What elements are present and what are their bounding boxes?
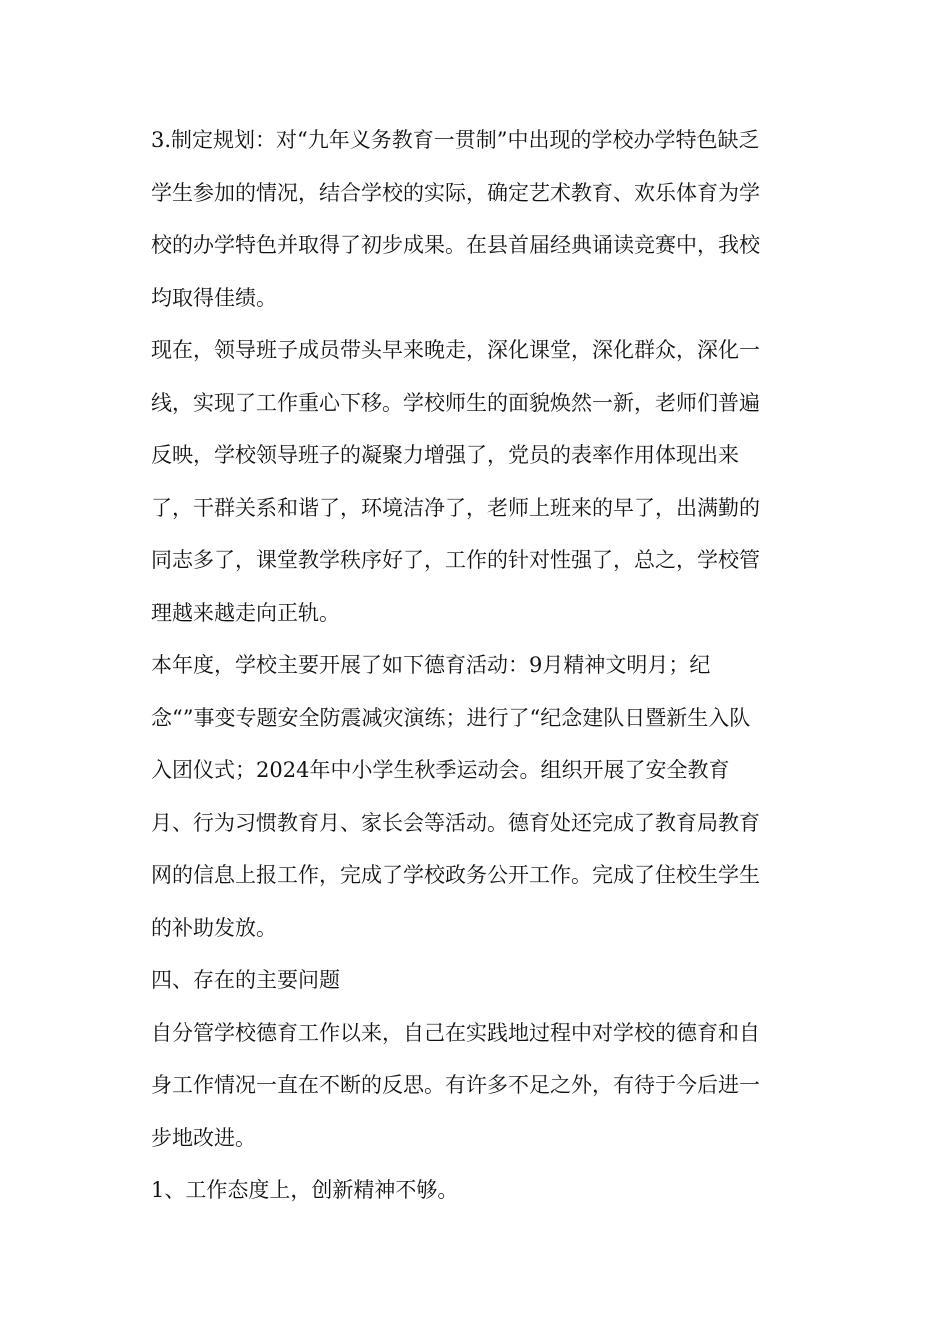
section-heading: 四、存在的主要问题	[151, 968, 340, 992]
text-line: 念“”事变专题安全防震减灾演练；进行了“纪念建队日暨新生入队	[151, 705, 751, 730]
text-line: 同志多了，课堂教学秩序好了，工作的针对性强了，总之，学校管	[151, 548, 760, 572]
text-line: 3.制定规划：对“九年义务教育一贯制”中出现的学校办学特色缺乏	[151, 128, 760, 152]
text-line: 校的办学特色并取得了初步成果。在县首届经典诵读竞赛中，我校	[151, 233, 760, 257]
text-line: 入团仪式；2024年中小学生秋季运动会。组织开展了安全教育	[151, 758, 730, 782]
document-body	[151, 114, 803, 1217]
text-line: 身工作情况一直在不断的反思。有许多不足之外，有待于今后进一	[151, 1073, 760, 1097]
text-line: 自分管学校德育工作以来，自己在实践地过程中对学校的德育和自	[151, 1020, 760, 1045]
text-line: 了，干群关系和谐了，环境洁净了，老师上班来的早了，出满勤的	[151, 495, 760, 520]
text-line: 学生参加的情况，结合学校的实际，确定艺术教育、欢乐体育为学	[151, 180, 760, 205]
text-line: 步地改进。	[151, 1125, 256, 1150]
text-line: 本年度，学校主要开展了如下德育活动：9月精神文明月；纪	[151, 653, 711, 677]
text-line: 均取得佳绩。	[151, 285, 277, 310]
text-line: 现在，领导班子成员带头早来晚走，深化课堂，深化群众，深化一	[151, 338, 760, 362]
text-line: 理越来越走向正轨。	[151, 600, 340, 625]
text-line: 月、行为习惯教育月、家长会等活动。德育处还完成了教育局教育	[151, 810, 760, 835]
text-line: 反映，学校领导班子的凝聚力增强了，党员的表率作用体现出来	[151, 443, 739, 467]
text-line: 的补助发放。	[151, 915, 277, 940]
text-line: 1、工作态度上，创新精神不够。	[151, 1178, 459, 1202]
text-line: 线，实现了工作重心下移。学校师生的面貌焕然一新，老师们普遍	[151, 390, 760, 415]
text-line: 网的信息上报工作，完成了学校政务公开工作。完成了住校生学生	[151, 863, 760, 887]
